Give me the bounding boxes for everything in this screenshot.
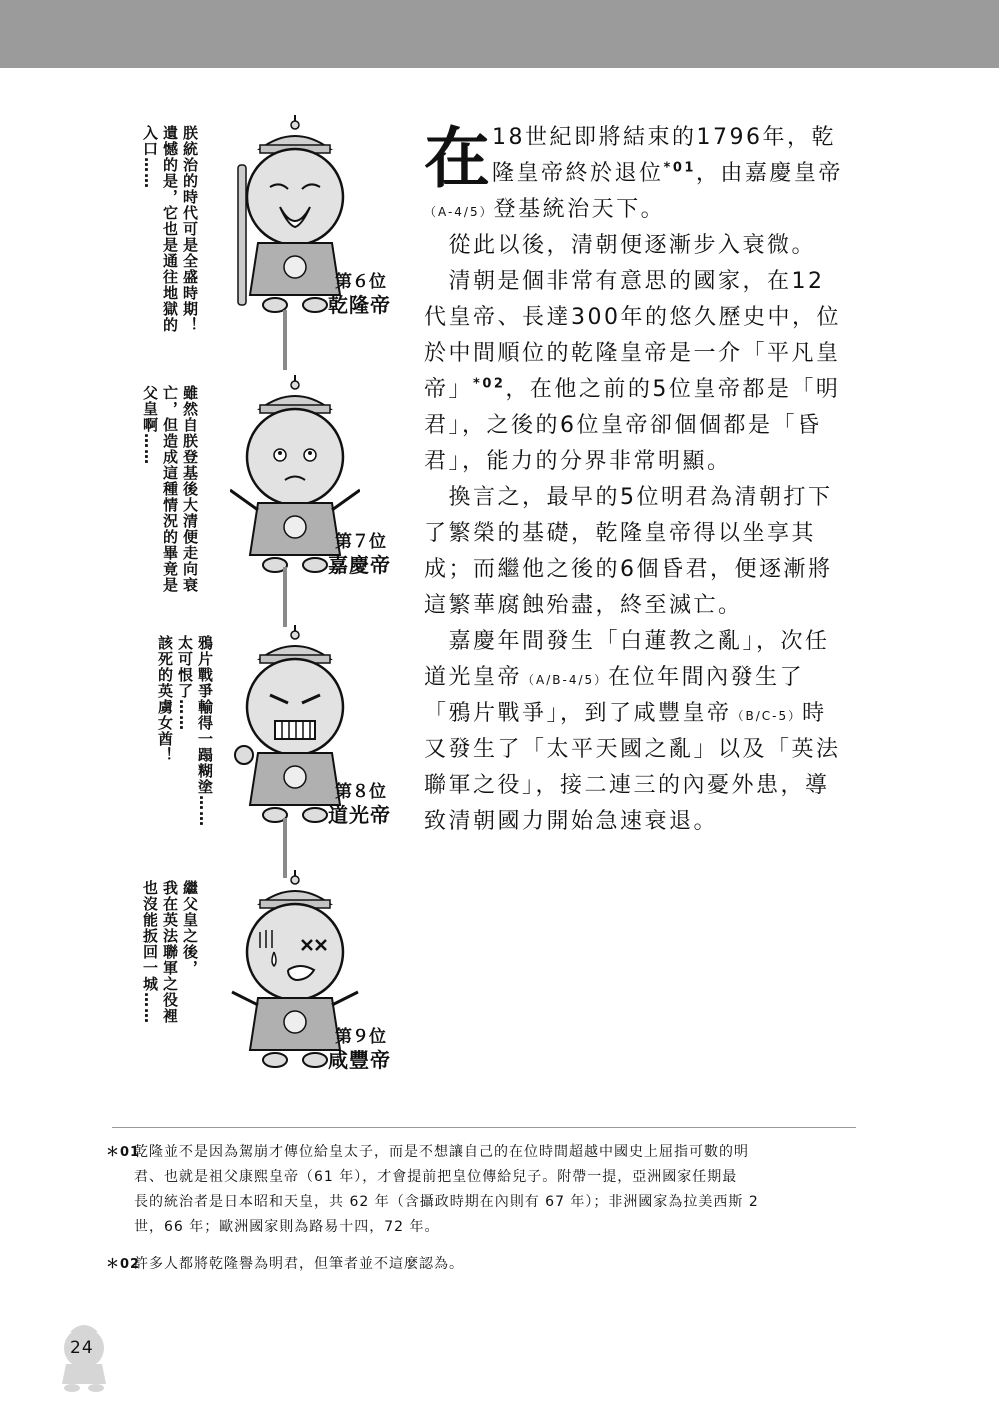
- timeline-connector: [283, 567, 287, 627]
- timeline-connector: [283, 818, 287, 878]
- footnote-mark: ＊02: [106, 1257, 141, 1272]
- emperor-quote: [140, 125, 200, 350]
- text-line: 代皇帝、長達300年的悠久歷史中，位: [424, 305, 841, 330]
- emperor-rank: 第８位: [335, 782, 386, 802]
- page-number-badge: [56, 1318, 110, 1392]
- quote-column: 父皇啊……: [141, 385, 159, 465]
- top-header-band: [0, 0, 999, 68]
- text-line: 聯軍之役」，接二連三的內憂外患，導: [424, 773, 830, 798]
- text-line: 「鴉片戰爭」，到了咸豐皇帝（B/C-5）時: [424, 701, 827, 726]
- footnote-ref[interactable]: *01: [663, 160, 696, 176]
- emperor-quote: [140, 385, 200, 610]
- text-line: 又發生了「太平天國之亂」以及「英法: [424, 737, 841, 762]
- main-text: [424, 120, 864, 840]
- map-ref: （A/B-4/5）: [522, 673, 609, 687]
- map-ref: （B/C-5）: [731, 709, 803, 723]
- emperor-card-xianfeng: [140, 880, 400, 1090]
- quote-column: 遺憾的是，它也是通往地獄的: [161, 125, 179, 333]
- text-line: （A-4/5）登基統治天下。: [424, 197, 666, 222]
- footnote-ref[interactable]: *02: [473, 376, 506, 392]
- text-line: 道光皇帝（A/B-4/5）在位年間內發生了: [424, 665, 805, 690]
- footnote-02: ＊02 許多人都將乾隆譽為明君，但筆者並不這麼認為。: [106, 1252, 866, 1277]
- quote-column: 繼父皇之後，: [181, 880, 199, 976]
- emperor-name: 嘉慶帝: [328, 553, 391, 577]
- paragraph-2: 從此以後，清朝便逐漸步入衰微。: [448, 233, 817, 258]
- text-line: 君」，之後的6位皇帝卻個個都是「昏: [424, 413, 822, 438]
- emperor-card-jiaqing: [140, 385, 400, 595]
- emperor-quote: [140, 880, 200, 1105]
- text-line: 成；而繼他之後的6個昏君，便逐漸將: [424, 557, 833, 582]
- text-line: 致清朝國力開始急速衰退。: [424, 809, 719, 834]
- timeline-connector: [283, 310, 287, 370]
- footnote-divider: [112, 1127, 856, 1128]
- emperor-name: 咸豐帝: [328, 1048, 391, 1072]
- emperor-name: 乾隆帝: [328, 293, 391, 317]
- quote-column: 亡，但造成這種情況的畢竟是: [161, 385, 179, 593]
- emperor-rank: 第７位: [335, 532, 386, 552]
- quote-column: 也沒能扳回一城……: [141, 880, 159, 1024]
- quote-column: 朕統治的時代可是全盛時期！: [181, 125, 199, 333]
- emperor-rank: 第９位: [335, 1027, 386, 1047]
- drop-cap: 在: [424, 120, 490, 197]
- text-line: 這繁華腐蝕殆盡，終至滅亡。: [424, 593, 743, 618]
- emperor-quote: [155, 635, 215, 860]
- text-line: 18世紀即將結束的1796年，乾: [492, 125, 836, 150]
- text-line: 嘉慶年間發生「白蓮教之亂」，次任: [448, 629, 830, 654]
- emperor-name: 道光帝: [328, 803, 391, 827]
- text-line: 隆皇帝終於退位$^{*01}$，由嘉慶皇帝: [492, 160, 843, 186]
- quote-column: 該死的英虜女酋！: [156, 635, 174, 763]
- quote-column: 太可恨了……: [176, 635, 194, 731]
- footnote-mark: ＊01: [106, 1145, 141, 1160]
- quote-column: 鴉片戰爭輸得一蹋糊塗……: [196, 635, 214, 827]
- page-number: 24: [70, 1338, 94, 1358]
- emperor-card-qianlong: [140, 125, 400, 335]
- quote-column: 入口……: [141, 125, 159, 189]
- quote-column: 我在英法聯軍之役裡: [161, 880, 179, 1024]
- text-line: 了繁榮的基礎，乾隆皇帝得以坐享其: [424, 521, 817, 546]
- text-line: 帝」$^{*02}$，在他之前的5位皇帝都是「明: [424, 376, 841, 402]
- text-line: 清朝是個非常有意思的國家，在12: [448, 269, 825, 294]
- emperor-card-daoguang: [140, 635, 400, 845]
- text-line: 於中間順位的乾隆皇帝是一介「平凡皇: [424, 341, 841, 366]
- footnote-01: ＊01 乾隆並不是因為駕崩才傳位給皇太子，而是不想讓自己的在位時間超越中國史上屈指可數的明 君、也就是祖父康熙皇帝（61 年），才會提前把皇位傳給兒子。附帶一提，亞洲國家任期最 長的統治者是日本昭和天皇，共 62 年（含攝政時期在內則有 67 年）；非洲國家為拉美西斯 2 世，66 年；歐洲國家則為路易十四，72 年。: [106, 1140, 866, 1240]
- map-ref: （A-4/5）: [424, 205, 494, 219]
- text-line: 換言之，最早的5位明君為清朝打下: [448, 485, 833, 510]
- emperor-rank: 第６位: [335, 272, 386, 292]
- quote-column: 雖然自朕登基後大清便走向衰: [181, 385, 199, 593]
- text-line: 君」，能力的分界非常明顯。: [424, 449, 732, 474]
